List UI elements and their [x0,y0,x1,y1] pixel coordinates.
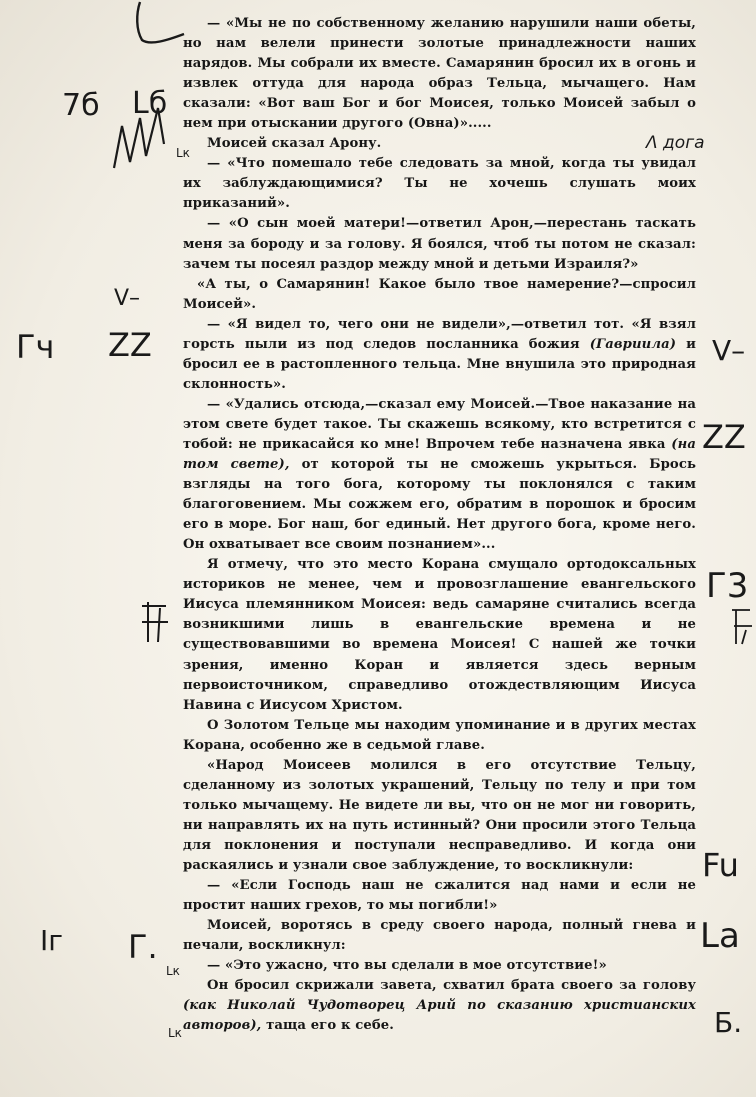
margin-mark-zz-right: ZZ [702,418,746,456]
margin-mark-fu: Fu [702,846,739,884]
paragraph [183,315,696,395]
margin-mark-v-right: V– [712,334,746,367]
italic-run: (как Николай Чудотворец Арий по сказанию христианских авторов), [183,998,696,1034]
paragraph: О Золотом Тельце мы находим упоминание и в других местах Корана, особенно же в седьмой главе. [183,717,696,753]
paragraph: «Народ Моисеев молился в его отсутствие Тельцу, сделанному из золотых украшений, Тельцу по телу и при том только мычащему. Не видете ли вы, что он не мог ни говорить, ни направлять их на путь истинный? Они просили этого Тельца для поклонения и поступали несправедливо. И когда они раскаялись и узнали свое заблуждение, то воскликнули: [183,757,696,873]
margin-mark-v-left: V– [114,286,141,311]
margin-mark-g3: Г3 [706,566,749,606]
margin-mark-la: Lа [700,916,740,956]
paragraph: Моисей сказал Арону. [207,136,382,152]
tick-mark-3: Lк [168,1026,182,1040]
text-run: таща его к себе. [261,1018,394,1034]
tick-mark-2: Lк [166,964,180,978]
margin-mark-g4: Гч [16,328,55,366]
text-run: — «Удались отсюда,—сказал ему Моисей.—Твое наказание на этом свете будет такое. Ты скажешь всякому, кто встретится с тобой: не прикасайся ко мне! Впрочем тебе назначена явка [183,396,696,452]
margin-mark-b: Б. [714,1006,743,1039]
paragraph [183,976,696,1036]
margin-mark-7b: 7б [62,88,100,123]
paragraph: — «О сын моей матери!—ответил Арон,—перестань таскать меня за бороду и за голову. Я боялся, чтоб ты потом не сказал: зачем ты посеял раздор между мной и детьми Израиля?» [183,216,696,272]
margin-scribble [106,96,176,176]
margin-mark-ig: Iг [40,924,63,957]
text-column [183,14,696,1036]
paragraph: Моисей, воротясь в среду своего народа, полный гнева и печали, воскликнул: [183,918,696,954]
tick-mark-1: Lк [176,146,190,160]
paragraph: — «Мы не по собственному желанию нарушили наши обеты, но нам велели принести золотые принадлежности наших нарядов. Мы собрали их вместе. Самарянин бросил их в огонь и извлек оттуда для народа образ Тельца, мычащего. Нам сказали: «Вот ваш Бог и бог Моисея, только Моисей забыл о нем при отыскании другого (Овна)»..... [183,16,696,132]
text-run: Он бросил скрижали завета, схватил брата своего за голову [207,978,696,994]
paragraph: — «Это ужасно, что вы сделали в мое отсутствие!» [207,958,607,974]
margin-note-right: Λ дога [646,133,705,153]
top-left-bracket-mark [128,0,188,48]
paragraph: Я отмечу, что это место Корана смущало ортодоксальных историков не менее, чем и провозглашение евангельского Иисуса племянником Моисея: ведь самаряне считались всегда возникшими лишь в евангельские времена и не существовавшими во времена Моисея! С нашей же точки зрения, именно Коран и является здесь верным первоисточником, справедливо отождествляющим Иисуса Навина с Иисусом Христом. [183,557,696,713]
margin-mark-lb: Lб [132,86,168,121]
paragraph: — «Если Господь наш не сжалится над нами и если не простит наших грехов, то мы погибли!» [183,878,696,914]
italic-run: (Гавриила) [589,336,677,352]
text-run: и бросил ее в растопленного тельца. Мне внушила это природная склонность». [183,336,697,392]
paragraph: — «Что помешало тебе следовать за мной, когда ты увидал их заблуждающимися? Ты не хочешь слушать моих приказаний». [183,156,696,212]
margin-scribble-right [728,606,756,648]
text-run: — «Я видел то, чего они не видели»,—ответил тот. «Я взял горсть пыли из под следов посланника божия [183,316,696,352]
margin-mark-zz-left: ZZ [108,326,152,364]
italic-run: (на том свете), [183,436,696,473]
paragraph: «А ты, о Самарянин! Какое было твое намерение?—спросил Моисей». [183,276,696,312]
text-run: от которой ты не сможешь укрыться. Брось взгляды на того бога, которому ты поклонялся с таким благоговением. Мы сожжем его, обратим в порошок и бросим его в море. Бог наш, бог единый. Нет другого бога, кроме него. Он охватывает все своим познанием»... [183,457,697,553]
paragraph [183,395,696,555]
margin-scribble-left [138,600,172,646]
margin-mark-g-dot: Г. [128,928,158,966]
